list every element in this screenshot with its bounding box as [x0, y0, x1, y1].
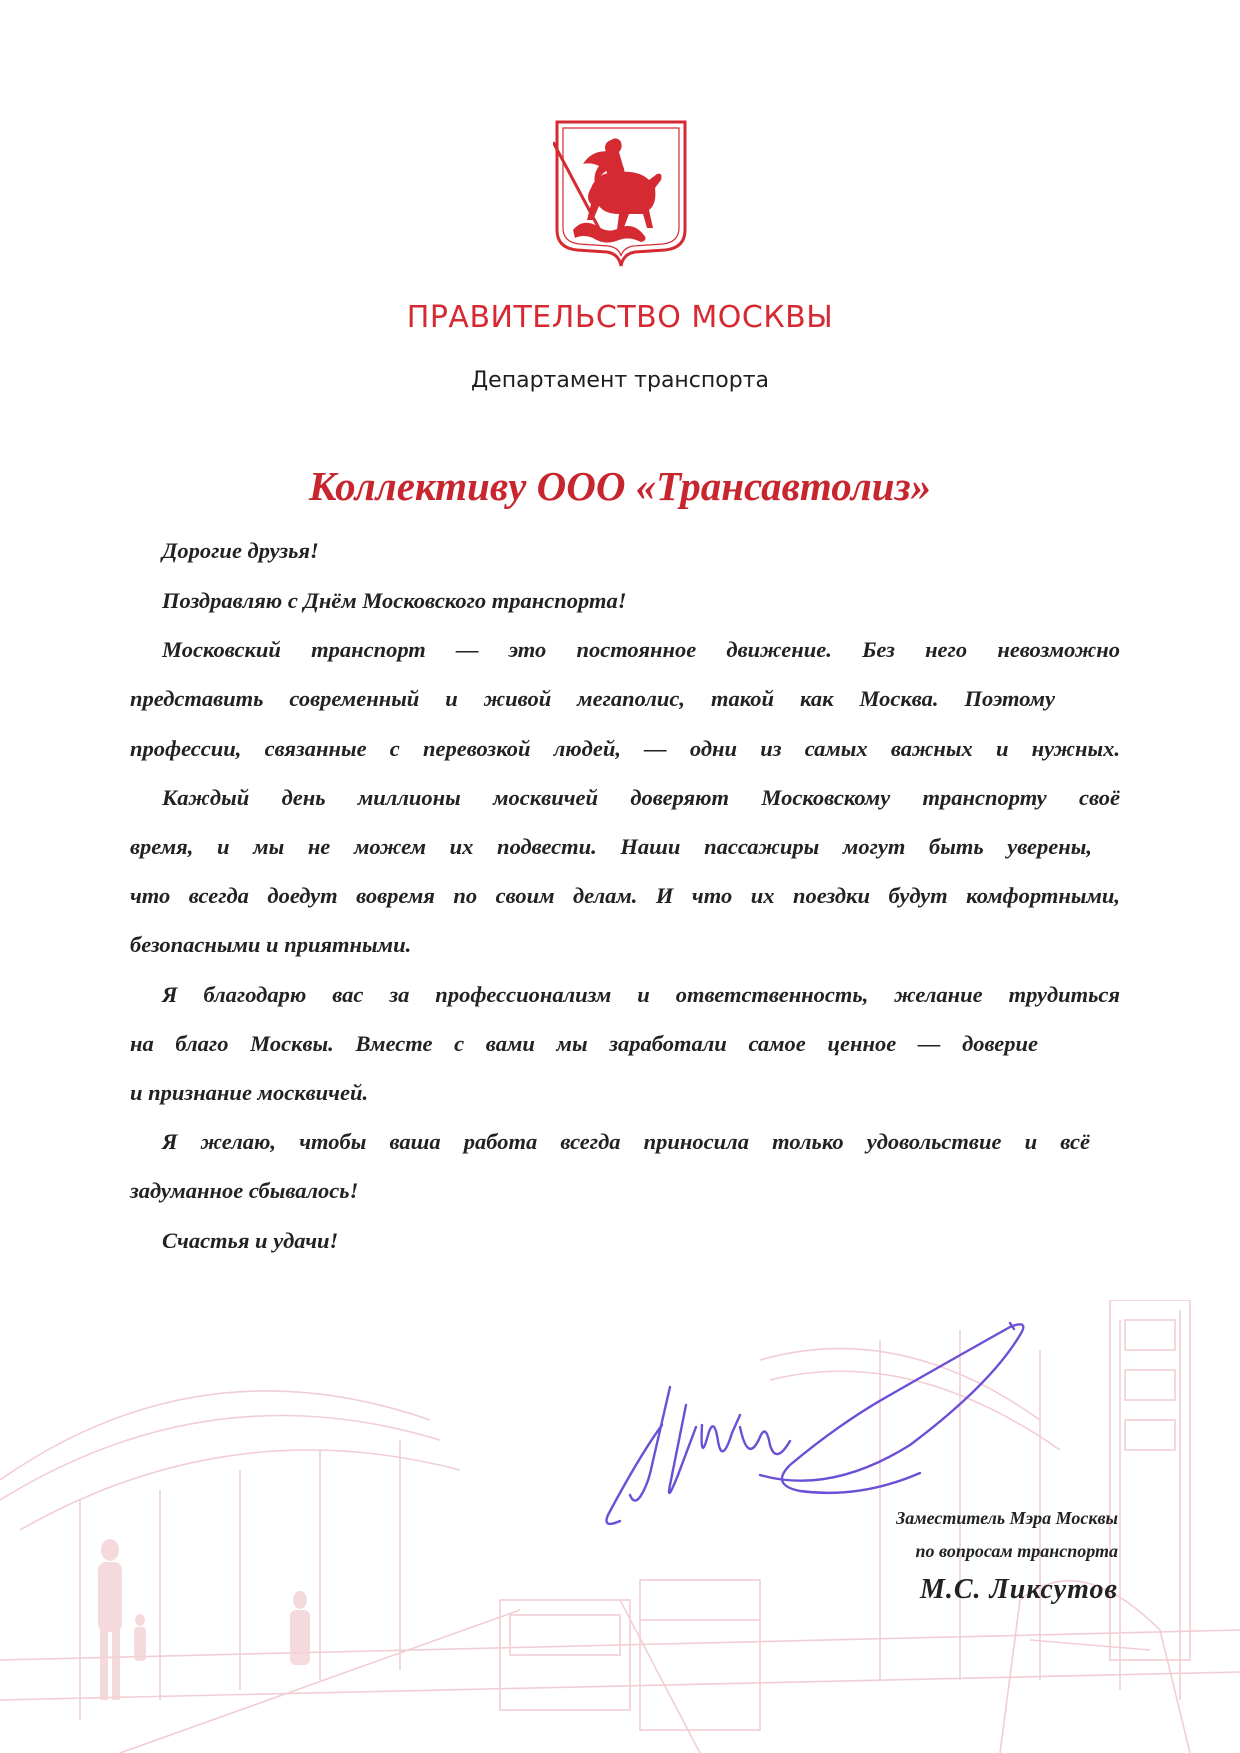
body-line: Каждый день миллионы москвичей доверяют Московскому транспорту своё	[162, 785, 1120, 810]
body-line: Московский транспорт — это постоянное движение. Без него невозможно	[162, 637, 1120, 662]
signatory-name: М.С. Ликсутов	[919, 1574, 1118, 1605]
body-line: и признание москвичей.	[130, 1080, 369, 1105]
body-line: профессии, связанные с перевозкой людей, — одни из самых важных и нужных.	[130, 736, 1120, 761]
body-line: что всегда доедут вовремя по своим делам. И что их поездки будут комфортными,	[130, 883, 1120, 908]
department-name: Департамент транспорта	[470, 368, 770, 393]
body-line: безопасными и приятными.	[130, 932, 412, 957]
handwritten-signature	[590, 1315, 1070, 1575]
body-line: время, и мы не можем их подвести. Наши пассажиры могут быть уверены,	[130, 834, 1092, 859]
body-line: задуманное сбывалось!	[130, 1178, 359, 1203]
moscow-coat-of-arms-icon	[553, 118, 689, 268]
closing-line: Счастья и удачи!	[162, 1228, 339, 1253]
signatory-title: Заместитель Мэра Москвы	[896, 1508, 1118, 1528]
signatory-title: по вопросам транспорта	[915, 1541, 1118, 1561]
body-line: представить современный и живой мегаполис, такой как Москва. Поэтому	[130, 686, 1055, 711]
body-line: Я желаю, чтобы ваша работа всегда приносила только удовольствие и всё	[162, 1129, 1090, 1154]
body-line: Поздравляю с Днём Московского транспорта!	[162, 588, 627, 613]
body-line: на благо Москвы. Вместе с вами мы заработали самое ценное — доверие	[130, 1031, 1038, 1056]
greeting-line: Дорогие друзья!	[162, 538, 319, 563]
body-line: Я благодарю вас за профессионализм и ответственность, желание трудиться	[162, 982, 1120, 1007]
organization-name: ПРАВИТЕЛЬСТВО МОСКВЫ	[406, 300, 834, 335]
letter-addressee: Коллективу ООО «Трансавтолиз»	[308, 463, 932, 509]
